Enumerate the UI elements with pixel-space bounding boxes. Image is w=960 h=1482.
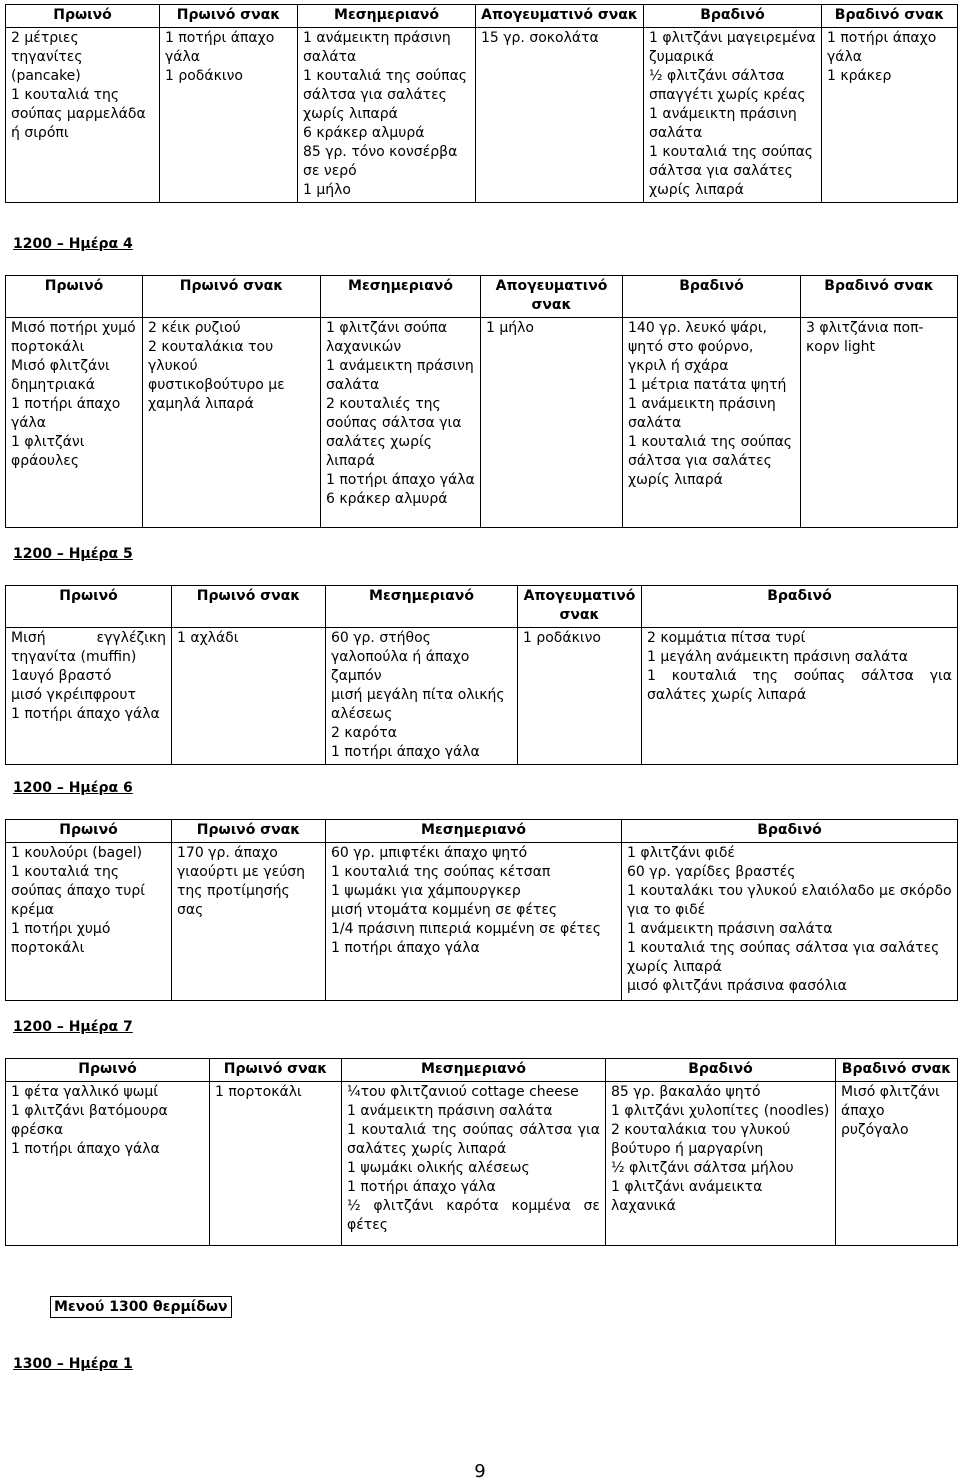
food-item: 1 ανάμεικτη πράσινη σαλάτα bbox=[303, 30, 451, 65]
food-item: 1 ποτήρι άπαχο γάλα bbox=[827, 30, 937, 65]
food-item: 1 ποτήρι άπαχο γάλα bbox=[331, 940, 480, 956]
food-item: 2 κουταλιές της σούπας σάλτσα για σαλάτες χωρίς λιπαρά bbox=[326, 396, 462, 469]
column-header: Πρωινό σνακ bbox=[210, 1059, 342, 1082]
food-item: 1 μήλο bbox=[303, 182, 351, 198]
breakfast-cell bbox=[6, 28, 160, 203]
table-row bbox=[6, 843, 958, 1001]
food-item: 1 κουταλιά της σούπας σάλτσα για σαλάτες χωρίς λιπαρά bbox=[647, 668, 952, 703]
morning-snack-cell bbox=[160, 28, 298, 203]
dinner-cell bbox=[606, 1082, 836, 1246]
food-item: 2 κουταλάκια του γλυκού φυστικοβούτυρο με χαμηλά λιπαρά bbox=[148, 339, 285, 412]
food-item: 1 ποτήρι άπαχο γάλα bbox=[11, 396, 121, 431]
food-item: 1 ποτήρι άπαχο γάλα bbox=[347, 1179, 496, 1195]
food-item: 1 φέτα γαλλικό ψωμί bbox=[11, 1084, 158, 1100]
column-header: Μεσημεριανό bbox=[326, 820, 622, 843]
food-item: 60 γρ. στήθος γαλοπούλα ή άπαχο ζαμπόν bbox=[331, 630, 470, 684]
morning-snack-cell bbox=[210, 1082, 342, 1246]
breakfast-cell bbox=[6, 1082, 210, 1246]
food-item: Μισό φλιτζάνι άπαχο ρυζόγαλο bbox=[841, 1084, 940, 1138]
food-item: 2 κέικ ρυζιού bbox=[148, 320, 241, 336]
food-item: 3 φλιτζάνια ποπ-κορν light bbox=[806, 320, 924, 355]
table-header-row bbox=[6, 586, 958, 628]
column-header: Μεσημεριανό bbox=[342, 1059, 606, 1082]
dinner-cell bbox=[623, 318, 801, 528]
food-item: 1 ανάμεικτη πράσινη σαλάτα bbox=[649, 106, 797, 141]
column-header: Απογευματινό σνακ bbox=[518, 586, 642, 628]
food-item: 1 μέτρια πατάτα ψητή bbox=[628, 377, 787, 393]
food-item: 1 κουταλιά της σούπας άπαχο τυρί κρέμα bbox=[11, 864, 146, 918]
day-label-1300-1: 1300 – Ημέρα 1 bbox=[13, 1356, 133, 1372]
food-item: 1 ποτήρι χυμό πορτοκάλι bbox=[11, 921, 111, 956]
dinner-cell bbox=[644, 28, 822, 203]
food-item: Μισό φλιτζάνι δημητριακά bbox=[11, 358, 110, 393]
evening-snack-cell bbox=[836, 1082, 958, 1246]
food-item: μισό φλιτζάνι πράσινα φασόλια bbox=[627, 978, 847, 994]
table-row bbox=[6, 1082, 958, 1246]
column-header: Πρωινό σνακ bbox=[143, 276, 321, 318]
food-item: 85 γρ. τόνο κονσέρβα σε νερό bbox=[303, 144, 458, 179]
table-header-row bbox=[6, 5, 958, 28]
menu-1300-title: Μενού 1300 θερμίδων bbox=[50, 1296, 232, 1318]
meal-table-day5 bbox=[5, 585, 958, 765]
lunch-cell bbox=[321, 318, 481, 528]
table-header-row bbox=[6, 276, 958, 318]
afternoon-snack-cell bbox=[481, 318, 623, 528]
page-number: 9 bbox=[474, 1461, 486, 1482]
food-item: 1 κράκερ bbox=[827, 68, 892, 84]
column-header: Πρωινό bbox=[6, 5, 160, 28]
food-item: 1αυγό βραστό bbox=[11, 668, 112, 684]
day-label-6: 1200 – Ημέρα 6 bbox=[13, 780, 133, 796]
dinner-cell bbox=[642, 628, 958, 765]
evening-snack-cell bbox=[801, 318, 958, 528]
food-item: 1/4 πράσινη πιπεριά κομμένη σε φέτες bbox=[331, 921, 601, 937]
food-item: 60 γρ. μπιφτέκι άπαχο ψητό bbox=[331, 845, 528, 861]
column-header: Βραδινό bbox=[622, 820, 958, 843]
food-item: 1 πορτοκάλι bbox=[215, 1084, 302, 1100]
breakfast-cell bbox=[6, 318, 143, 528]
food-item: 1 ροδάκινο bbox=[165, 68, 243, 84]
food-item: 1 κουταλιά της σούπας σάλτσα για σαλάτες χωρίς λιπαρά bbox=[649, 144, 814, 198]
food-item: 2 κουταλάκια του γλυκού βούτυρο ή μαργαρίνη bbox=[611, 1122, 791, 1157]
food-item: 1 κουταλιά της σούπας κέτσαπ bbox=[331, 864, 551, 880]
lunch-cell bbox=[326, 628, 518, 765]
food-item: μισή ντομάτα κομμένη σε φέτες bbox=[331, 902, 558, 918]
food-item: 1 ποτήρι άπαχο γάλα bbox=[326, 472, 475, 488]
meal-table-day7 bbox=[5, 1058, 958, 1246]
food-item: 1 φλιτζάνι χυλοπίτες (noodles) bbox=[611, 1103, 830, 1119]
food-item: 1 φλιτζάνι φράουλες bbox=[11, 434, 85, 469]
day-label-7: 1200 – Ημέρα 7 bbox=[13, 1019, 133, 1035]
morning-snack-cell bbox=[172, 628, 326, 765]
food-item: 1 ψωμάκι για χάμπουργκερ bbox=[331, 883, 521, 899]
food-item: 1 κουταλιά της σούπας μαρμελάδα ή σιρόπι bbox=[11, 87, 146, 141]
day-label-4: 1200 – Ημέρα 4 bbox=[13, 236, 133, 252]
food-item: 1 ανάμεικτη πράσινη σαλάτα bbox=[326, 358, 474, 393]
food-item: 1 φλιτζάνι βατόμουρα φρέσκα bbox=[11, 1103, 168, 1138]
meal-table-day3 bbox=[5, 4, 958, 203]
food-item: 60 γρ. γαρίδες βραστές bbox=[627, 864, 796, 880]
column-header: Πρωινό bbox=[6, 1059, 210, 1082]
food-item: 2 μέτριες τηγανίτες (pancake) bbox=[11, 30, 83, 84]
column-header: Απογευματινό σνακ bbox=[476, 5, 644, 28]
column-header: Βραδινό σνακ bbox=[836, 1059, 958, 1082]
food-item: 1 κουταλιά της σούπας σάλτσα για σαλάτες χωρίς λιπαρά bbox=[347, 1122, 600, 1157]
table-header-row bbox=[6, 1059, 958, 1082]
food-item: 1 κουταλάκι του γλυκού ελαιόλαδο με σκόρδο για το φιδέ bbox=[627, 883, 952, 918]
food-item: ¼του φλιτζανιού cottage cheese bbox=[347, 1084, 579, 1100]
table-row bbox=[6, 628, 958, 765]
food-item: 2 κομμάτια πίτσα τυρί bbox=[647, 630, 806, 646]
food-item: 1 ανάμεικτη πράσινη σαλάτα bbox=[347, 1103, 553, 1119]
food-item: 1 ποτήρι άπαχο γάλα bbox=[11, 1141, 160, 1157]
column-header: Πρωινό bbox=[6, 276, 143, 318]
column-header: Μεσημεριανό bbox=[321, 276, 481, 318]
food-item: 1 κουταλιά της σούπας σάλτσα για σαλάτες χωρίς λιπαρά bbox=[628, 434, 793, 488]
food-item: 1 φλιτζάνι ανάμεικτα λαχανικά bbox=[611, 1179, 763, 1214]
food-item: 2 καρότα bbox=[331, 725, 397, 741]
food-item: ½ φλιτζάνι σάλτσα μήλου bbox=[611, 1160, 794, 1176]
column-header: Βραδινό bbox=[644, 5, 822, 28]
food-item: 6 κράκερ αλμυρά bbox=[326, 491, 448, 507]
food-item: 170 γρ. άπαχο γιαούρτι με γεύση της προτίμησής σας bbox=[177, 845, 306, 918]
food-item: 85 γρ. βακαλάο ψητό bbox=[611, 1084, 761, 1100]
column-header: Μεσημεριανό bbox=[298, 5, 476, 28]
column-header: Απογευματινό σνακ bbox=[481, 276, 623, 318]
column-header: Βραδινό σνακ bbox=[801, 276, 958, 318]
food-item: 1 ανάμεικτη πράσινη σαλάτα bbox=[627, 921, 833, 937]
food-item: 1 φλιτζάνι σούπα λαχανικών bbox=[326, 320, 448, 355]
food-item: 140 γρ. λευκό ψάρι, ψητό στο φούρνο, γκριλ ή σχάρα bbox=[628, 320, 768, 374]
food-item: 1 μήλο bbox=[486, 320, 534, 336]
column-header: Πρωινό σνακ bbox=[160, 5, 298, 28]
food-item: 1 ποτήρι άπαχο γάλα bbox=[331, 744, 480, 760]
morning-snack-cell bbox=[143, 318, 321, 528]
evening-snack-cell bbox=[822, 28, 958, 203]
column-header: Μεσημεριανό bbox=[326, 586, 518, 628]
food-item: Μισό ποτήρι χυμό πορτοκάλι bbox=[11, 320, 136, 355]
food-item: 1 κουταλιά της σούπας σάλτσα για σαλάτες χωρίς λιπαρά bbox=[627, 940, 940, 975]
food-item: 1 ποτήρι άπαχο γάλα bbox=[165, 30, 275, 65]
food-item: μισή μεγάλη πίτα ολικής αλέσεως bbox=[331, 687, 505, 722]
column-header: Βραδινό bbox=[623, 276, 801, 318]
afternoon-snack-cell bbox=[476, 28, 644, 203]
lunch-cell bbox=[326, 843, 622, 1001]
food-item: Μισή εγγλέζικη τηγανίτα (muffin) bbox=[11, 630, 166, 665]
column-header: Πρωινό bbox=[6, 820, 172, 843]
afternoon-snack-cell bbox=[518, 628, 642, 765]
breakfast-cell bbox=[6, 843, 172, 1001]
column-header: Βραδινό bbox=[606, 1059, 836, 1082]
food-item: 1 ανάμεικτη πράσινη σαλάτα bbox=[628, 396, 776, 431]
column-header: Πρωινό bbox=[6, 586, 172, 628]
column-header: Πρωινό σνακ bbox=[172, 820, 326, 843]
food-item: 6 κράκερ αλμυρά bbox=[303, 125, 425, 141]
dinner-cell bbox=[622, 843, 958, 1001]
food-item: 1 ροδάκινο bbox=[523, 630, 601, 646]
column-header: Βραδινό σνακ bbox=[822, 5, 958, 28]
food-item: 15 γρ. σοκολάτα bbox=[481, 30, 599, 46]
meal-table-day6 bbox=[5, 819, 958, 1001]
food-item: ½ φλιτζάνι καρότα κομμένα σε φέτες bbox=[347, 1198, 600, 1233]
food-item: ½ φλιτζάνι σάλτσα σπαγγέτι χωρίς κρέας bbox=[649, 68, 806, 103]
food-item: 1 κουταλιά της σούπας σάλτσα για σαλάτες χωρίς λιπαρά bbox=[303, 68, 468, 122]
table-header-row bbox=[6, 820, 958, 843]
lunch-cell bbox=[298, 28, 476, 203]
food-item: μισό γκρέιπφρουτ bbox=[11, 687, 136, 703]
food-item: 1 αχλάδι bbox=[177, 630, 239, 646]
food-item: 1 μεγάλη ανάμεικτη πράσινη σαλάτα bbox=[647, 649, 909, 665]
column-header: Βραδινό bbox=[642, 586, 958, 628]
lunch-cell bbox=[342, 1082, 606, 1246]
food-item: 1 ψωμάκι ολικής αλέσεως bbox=[347, 1160, 530, 1176]
food-item: 1 κουλούρι (bagel) bbox=[11, 845, 143, 861]
morning-snack-cell bbox=[172, 843, 326, 1001]
day-label-5: 1200 – Ημέρα 5 bbox=[13, 546, 133, 562]
meal-table-day4 bbox=[5, 275, 958, 528]
food-item: 1 ποτήρι άπαχο γάλα bbox=[11, 706, 160, 722]
table-row bbox=[6, 318, 958, 528]
table-row bbox=[6, 28, 958, 203]
food-item: 1 φλιτζάνι μαγειρεμένα ζυμαρικά bbox=[649, 30, 816, 65]
food-item: 1 φλιτζάνι φιδέ bbox=[627, 845, 736, 861]
column-header: Πρωινό σνακ bbox=[172, 586, 326, 628]
breakfast-cell bbox=[6, 628, 172, 765]
